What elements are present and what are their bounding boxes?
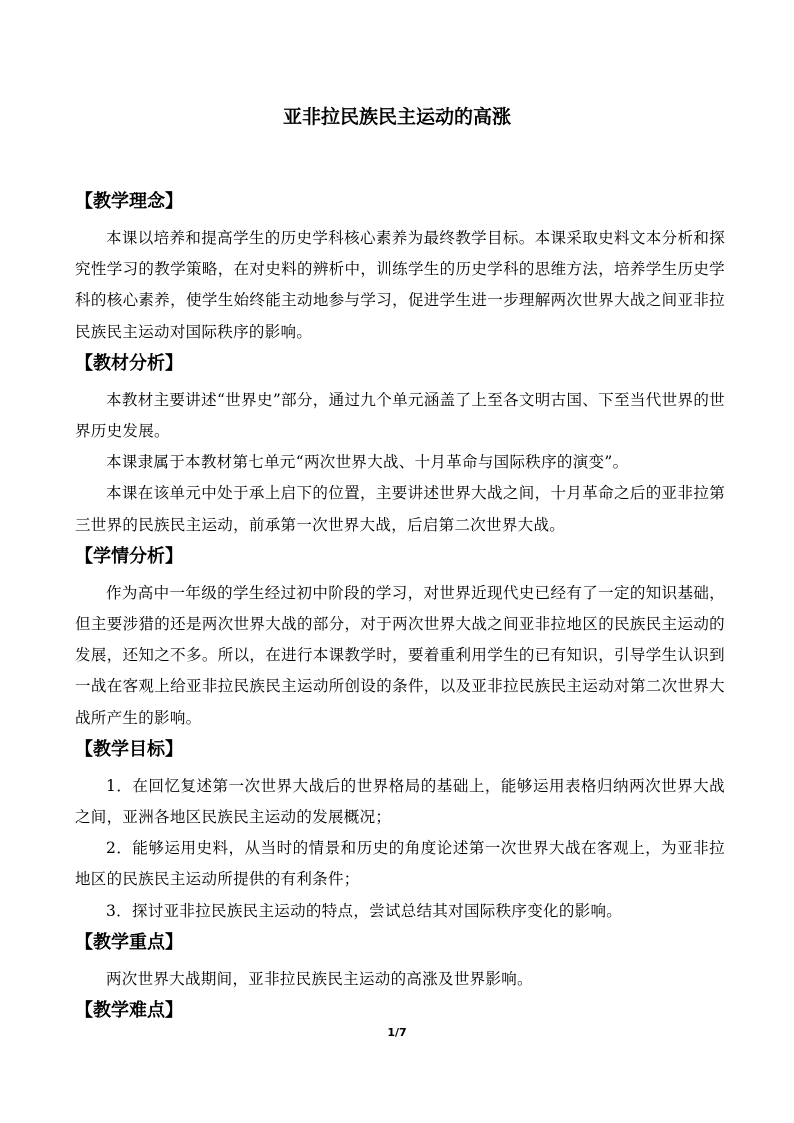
- objective-item: 3．探讨亚非拉民族民主运动的特点，尝试总结其对国际秩序变化的影响。: [106, 901, 623, 920]
- paragraph: 两次世界大战期间，亚非拉民族民主运动的高涨及世界影响。: [106, 969, 533, 988]
- section-teaching-philosophy: [75, 186, 725, 348]
- section-teaching-objectives: [75, 734, 725, 927]
- section-student-analysis: [75, 541, 725, 734]
- section-heading: 【教学难点】: [75, 1000, 183, 1022]
- objective-item: 1．在回忆复述第一次世界大战后的世界格局的基础上，能够运用表格归纳两次世界大战之间，亚洲各地区民族民主运动的发展概况；: [75, 776, 725, 827]
- objective-item: 2．能够运用史料，从当时的情景和历史的角度论述第一次世界大战在客观上，为亚非拉地区的民族民主运动所提供的有利条件；: [75, 839, 725, 889]
- section-teaching-focus: [75, 927, 725, 995]
- section-teaching-difficulty: [75, 995, 725, 1027]
- paragraph: 本课隶属于本教材第七单元“两次世界大战、十月革命与国际秩序的演变”。: [106, 453, 629, 472]
- paragraph: 作为高中一年级的学生经过初中阶段的学习，对世界近现代史已经有了一定的知识基础，但主要涉猎的还是两次世界大战的部分，对于两次世界大战之间亚非拉地区的民族民主运动的发展，还知之不多。所以，在进行本课教学时，要着重利用学生的已有知识，引导学生认识到一战在客观上给亚非拉民族民主运动所创设的条件，以及亚非拉民族民主运动对第二次世界大战所产生的影响。: [75, 583, 725, 727]
- paragraph: 本课以培养和提高学生的历史学科核心素养为最终教学目标。本课采取史料文本分析和探究性学习的教学策略，在对史料的辨析中，训练学生的历史学科的思维方法，培养学生历史学科的核心素养，使学生始终能主动地参与学习，促进学生进一步理解两次世界大战之间亚非拉民族民主运动对国际秩序的影响。: [75, 229, 725, 341]
- page-number: 1/7: [387, 1026, 407, 1039]
- section-heading: 【学情分析】: [75, 545, 183, 567]
- section-heading: 【教学目标】: [75, 738, 183, 760]
- document-body: [75, 186, 725, 1027]
- section-heading: 【教学理念】: [75, 191, 183, 212]
- section-heading: 【教材分析】: [75, 352, 183, 374]
- document-title: 亚非拉民族民主运动的高涨: [282, 106, 511, 128]
- section-textbook-analysis: [75, 348, 725, 541]
- paragraph: 本课在该单元中处于承上启下的位置，主要讲述世界大战之间，十月革命之后的亚非拉第三世界的民族民主运动，前承第一次世界大战，后启第二次世界大战。: [75, 484, 725, 534]
- paragraph: 本教材主要讲述“世界史”部分，通过九个单元涵盖了上至各文明古国、下至当代世界的世界历史发展。: [75, 390, 725, 441]
- section-heading: 【教学重点】: [75, 931, 183, 953]
